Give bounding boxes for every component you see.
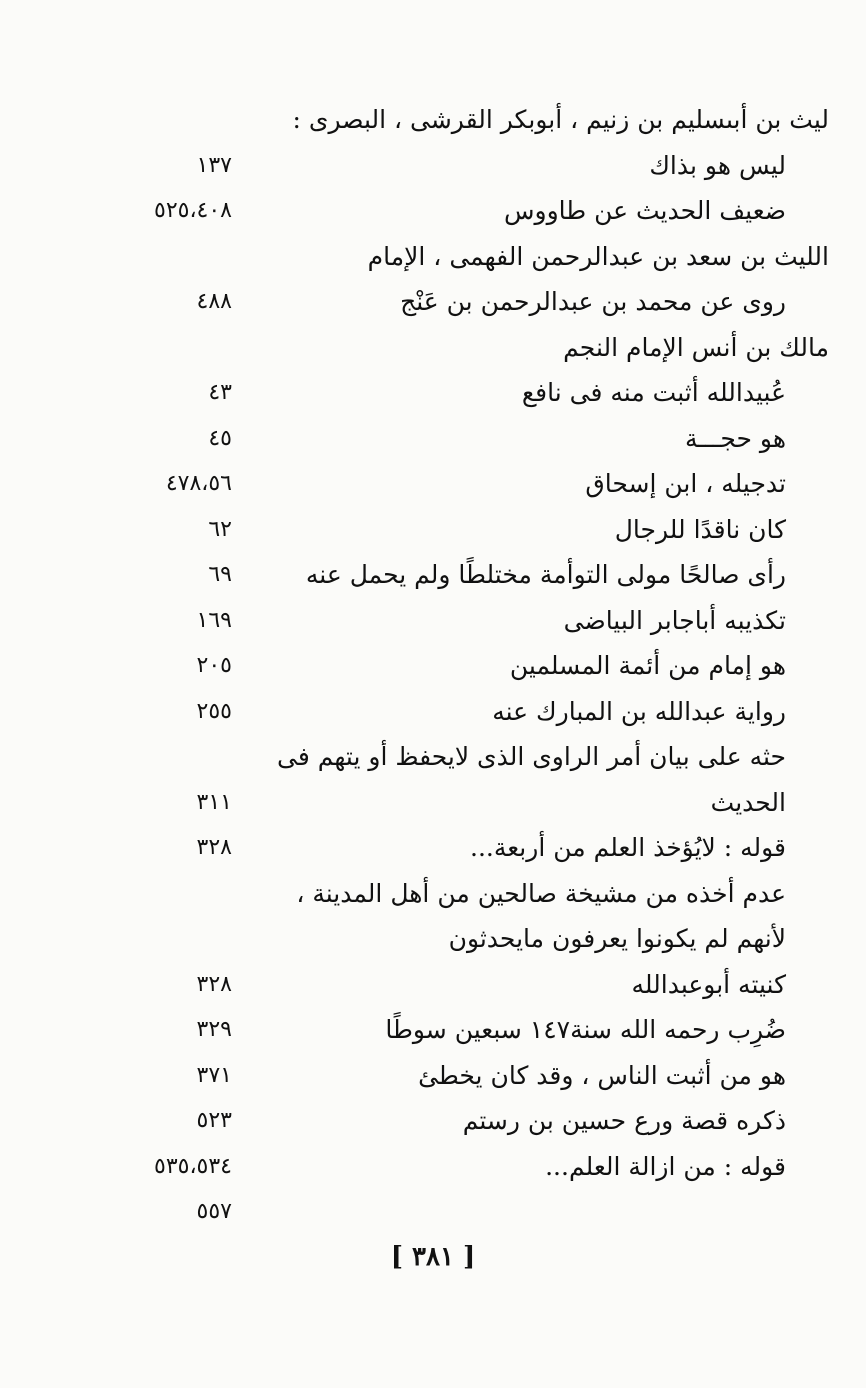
- index-entry: [0, 779, 866, 827]
- index-entry: [0, 824, 866, 872]
- index-entry: [0, 278, 866, 326]
- index-entry: [0, 1188, 866, 1236]
- entry-page-refs: ٥٥٧: [196, 1199, 232, 1224]
- entry-text: الحديث: [710, 787, 786, 817]
- entry-page-refs: ٦٢: [208, 516, 232, 542]
- index-entry: [0, 688, 866, 736]
- index-entry: [0, 187, 866, 235]
- entry-text: ضعيف الحديث عن طاووس: [503, 196, 786, 225]
- entry-page-refs: ٥٢٥،٤٠٨: [154, 198, 232, 223]
- entry-page-refs: ٣٢٨: [196, 971, 232, 997]
- entry-text: ضُرِب رحمه الله سنة١٤٧ سبعين سوطًا: [385, 1015, 786, 1044]
- index-entry: [0, 369, 866, 417]
- index-entry: [0, 870, 866, 918]
- index-heading: [0, 324, 866, 372]
- index-entry: [0, 1006, 866, 1054]
- entry-text: تدجيله ، ابن إسحاق: [585, 469, 786, 498]
- entry-text: ليث بن أبىسليم بن زنيم ، أبوبكر القرشى ، البصرى :: [292, 105, 829, 134]
- page-number: [ ٣٨١ ]: [390, 1242, 476, 1272]
- index-entry: [0, 1143, 866, 1191]
- index-entry: [0, 1097, 866, 1145]
- entry-text: حثه على بيان أمر الراوى الذى لايحفظ أو يتهم فى: [277, 742, 786, 771]
- entry-page-refs: ٥٣٥،٥٣٤: [154, 1153, 232, 1179]
- entry-page-refs: ١٦٩: [196, 607, 232, 633]
- entry-page-refs: ٦٩: [208, 562, 232, 587]
- entry-text: ليس هو بذاك: [649, 150, 786, 180]
- index-heading: [0, 233, 866, 281]
- entry-text: قوله : لايُؤخذ العلم من أربعة...: [470, 833, 786, 862]
- entry-text: قوله : من ازالة العلم...: [545, 1151, 786, 1181]
- entry-text: هو حجـــة: [684, 423, 786, 453]
- index-entry: [0, 733, 866, 781]
- entry-page-refs: ٤٧٨،٥٦: [165, 471, 232, 496]
- entry-page-refs: ٣٧١: [196, 1062, 232, 1088]
- index-entry: [0, 415, 866, 463]
- entry-text: لأنهم لم يكونوا يعرفون مايحدثون: [448, 924, 786, 953]
- entry-page-refs: ٢٠٥: [196, 653, 232, 678]
- entry-page-refs: ٥٢٣: [196, 1108, 232, 1133]
- entry-page-refs: ٣٢٨: [196, 835, 232, 860]
- index-entry: [0, 551, 866, 599]
- index-entry: [0, 915, 866, 963]
- index-entry: [0, 642, 866, 690]
- entry-text: روى عن محمد بن عبدالرحمن بن عَنْج: [400, 287, 786, 316]
- entry-text: عُبيدالله أثبت منه فى نافع: [521, 378, 786, 407]
- entry-page-refs: ٣٢٩: [196, 1017, 232, 1042]
- entry-text: عدم أخذه من مشيخة صالحين من أهل المدينة ،: [296, 878, 786, 908]
- entry-page-refs: ٤٥: [208, 425, 232, 451]
- index-entry: [0, 961, 866, 1009]
- index-entry: [0, 142, 866, 190]
- entry-text: ذكره قصة ورع حسين بن رستم: [462, 1106, 786, 1135]
- entry-page-refs: ٢٥٥: [196, 698, 232, 724]
- entry-text: رواية عبدالله بن المبارك عنه: [492, 696, 786, 726]
- index-entry: [0, 1052, 866, 1100]
- index-entry: [0, 506, 866, 554]
- entry-text: رأى صالحًا مولى التوأمة مختلطًا ولم يحمل عنه: [305, 560, 786, 589]
- entry-page-refs: ٤٨٨: [196, 289, 232, 314]
- index-entry: [0, 460, 866, 508]
- entry-text: تكذيبه أباجابر البياضى: [563, 605, 786, 635]
- entry-text: الليث بن سعد بن عبدالرحمن الفهمى ، الإمام: [367, 241, 829, 271]
- entry-page-refs: ٤٣: [208, 380, 232, 405]
- entry-page-refs: ١٣٧: [196, 152, 232, 178]
- entry-text: كنيته أبوعبدالله: [631, 969, 786, 999]
- entry-page-refs: ٣١١: [196, 789, 232, 815]
- entry-text: هو إمام من أئمة المسلمين: [509, 651, 786, 680]
- index-heading: [0, 96, 866, 144]
- entry-text: هو من أثبت الناس ، وقد كان يخطئ: [418, 1060, 786, 1090]
- entry-text: كان ناقدًا للرجال: [614, 514, 786, 544]
- index-entry: [0, 597, 866, 645]
- entry-text: مالك بن أنس الإمام النجم: [563, 332, 829, 362]
